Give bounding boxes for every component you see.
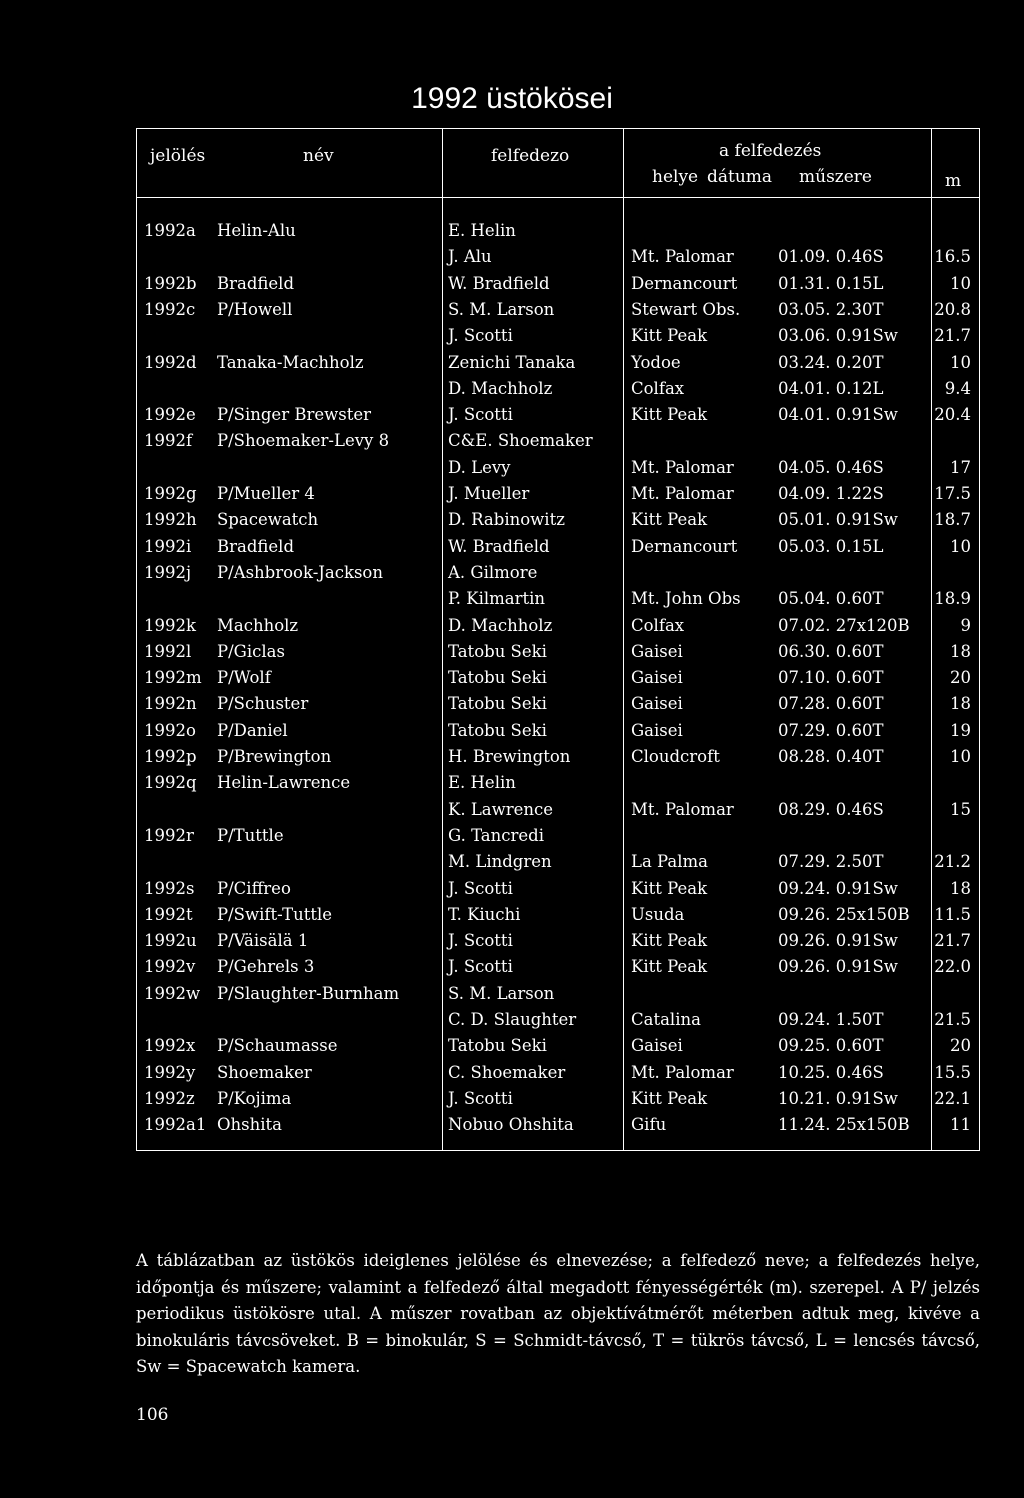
table-row bbox=[137, 668, 979, 694]
row-place: Gaisei bbox=[631, 720, 683, 740]
row-magnitude: 20.8 bbox=[934, 299, 971, 319]
row-magnitude: 17.5 bbox=[934, 484, 971, 503]
table-row bbox=[137, 984, 979, 1010]
row-place: Mt. Palomar bbox=[631, 799, 734, 819]
row-magnitude: 18 bbox=[950, 641, 971, 661]
table-row bbox=[137, 1036, 979, 1062]
row-place: Kitt Peak bbox=[631, 1088, 708, 1108]
table-row bbox=[137, 537, 979, 563]
row-date-instrument: 07.29. 2.50T bbox=[778, 852, 884, 872]
row-designation: 1992e bbox=[144, 405, 196, 425]
row-designation: 1992n bbox=[144, 694, 197, 714]
row-date-instrument: 06.30. 0.60T bbox=[778, 641, 884, 661]
row-discoverer: A. Gilmore bbox=[448, 562, 538, 582]
row-discoverer: Zenichi Tanaka bbox=[448, 352, 576, 372]
row-designation: 1992o bbox=[144, 720, 196, 740]
row-date-instrument: 07.02. 27x120B bbox=[778, 615, 910, 635]
row-discoverer: M. Lindgren bbox=[448, 852, 552, 872]
row-name: P/Brewington bbox=[217, 747, 332, 766]
row-name: P/Ciffreo bbox=[217, 878, 291, 898]
row-date-instrument: 10.25. 0.46S bbox=[778, 1062, 884, 1082]
row-magnitude: 18 bbox=[950, 878, 971, 898]
row-designation: 1992j bbox=[144, 562, 192, 582]
row-name: P/Singer Brewster bbox=[217, 405, 371, 425]
row-magnitude: 15 bbox=[950, 799, 971, 819]
row-designation: 1992y bbox=[144, 1062, 196, 1082]
table-row bbox=[137, 247, 979, 273]
row-magnitude: 20 bbox=[950, 668, 971, 688]
row-discoverer: C. Shoemaker bbox=[448, 1062, 566, 1082]
row-name: P/Daniel bbox=[217, 720, 288, 740]
header-felfedezo: felfedezo bbox=[491, 146, 570, 166]
row-magnitude: 21.2 bbox=[934, 852, 971, 872]
row-name: P/Howell bbox=[217, 299, 293, 319]
row-magnitude: 16.5 bbox=[934, 247, 971, 267]
row-designation: 1992u bbox=[144, 931, 197, 951]
table-row bbox=[137, 852, 979, 878]
row-name: Shoemaker bbox=[217, 1062, 312, 1082]
row-date-instrument: 08.28. 0.40T bbox=[778, 747, 884, 766]
row-designation: 1992h bbox=[144, 510, 197, 530]
row-name: P/Ashbrook-Jackson bbox=[217, 562, 383, 582]
row-designation: 1992g bbox=[144, 484, 197, 503]
row-place: Gaisei bbox=[631, 668, 683, 688]
row-date-instrument: 07.29. 0.60T bbox=[778, 720, 884, 740]
row-designation: 1992f bbox=[144, 431, 193, 451]
row-discoverer: Tatobu Seki bbox=[448, 694, 547, 714]
table-row bbox=[137, 300, 979, 326]
row-designation: 1992k bbox=[144, 615, 196, 635]
table-row bbox=[137, 721, 979, 747]
table-row bbox=[137, 563, 979, 589]
row-name: Helin-Lawrence bbox=[217, 773, 351, 793]
row-designation: 1992t bbox=[144, 904, 193, 924]
row-magnitude: 10 bbox=[950, 747, 971, 766]
row-name: P/Giclas bbox=[217, 641, 285, 661]
row-discoverer: Tatobu Seki bbox=[448, 1036, 547, 1056]
row-name: Helin-Alu bbox=[217, 221, 296, 240]
row-discoverer: W. Bradfield bbox=[448, 273, 550, 293]
row-discoverer: D. Rabinowitz bbox=[448, 510, 565, 530]
table-row bbox=[137, 879, 979, 905]
row-discoverer: D. Machholz bbox=[448, 615, 553, 635]
row-place: Mt. John Obs bbox=[631, 589, 741, 609]
row-place: Gaisei bbox=[631, 641, 683, 661]
row-name: Machholz bbox=[217, 615, 299, 635]
row-designation: 1992v bbox=[144, 957, 196, 977]
row-discoverer: J. Scotti bbox=[448, 878, 513, 898]
row-discoverer: P. Kilmartin bbox=[448, 589, 546, 609]
row-designation: 1992s bbox=[144, 878, 195, 898]
row-magnitude: 10 bbox=[950, 352, 971, 372]
table-row bbox=[137, 1063, 979, 1089]
row-magnitude: 19 bbox=[950, 720, 971, 740]
header-muszere: műszere bbox=[799, 167, 872, 187]
row-magnitude: 21.7 bbox=[934, 326, 971, 346]
row-magnitude: 18.9 bbox=[934, 589, 971, 609]
row-date-instrument: 01.09. 0.46S bbox=[778, 247, 884, 267]
table-row bbox=[137, 484, 979, 510]
row-discoverer: G. Tancredi bbox=[448, 825, 545, 845]
table-row bbox=[137, 957, 979, 983]
row-date-instrument: 05.04. 0.60T bbox=[778, 589, 884, 609]
row-discoverer: J. Scotti bbox=[448, 405, 513, 425]
table-row bbox=[137, 1089, 979, 1115]
row-place: Gaisei bbox=[631, 694, 683, 714]
row-discoverer: Tatobu Seki bbox=[448, 641, 547, 661]
row-magnitude: 21.7 bbox=[934, 931, 971, 951]
row-name: P/Swift-Tuttle bbox=[217, 904, 333, 924]
row-discoverer: E. Helin bbox=[448, 773, 516, 793]
row-date-instrument: 09.26. 25x150B bbox=[778, 904, 910, 924]
row-discoverer: J. Scotti bbox=[448, 1088, 513, 1108]
row-discoverer: C. D. Slaughter bbox=[448, 1010, 577, 1029]
row-magnitude: 22.0 bbox=[934, 957, 971, 977]
row-discoverer: K. Lawrence bbox=[448, 799, 554, 819]
table-row bbox=[137, 274, 979, 300]
row-place: Mt. Palomar bbox=[631, 484, 734, 503]
row-discoverer: Nobuo Ohshita bbox=[448, 1115, 574, 1135]
row-place: Kitt Peak bbox=[631, 510, 708, 530]
table-row bbox=[137, 694, 979, 720]
row-place: Kitt Peak bbox=[631, 405, 708, 425]
row-name: Bradfield bbox=[217, 536, 295, 556]
header-divider bbox=[137, 197, 979, 198]
row-discoverer: E. Helin bbox=[448, 221, 516, 240]
row-name: P/Shoemaker-Levy 8 bbox=[217, 431, 390, 451]
row-discoverer: J. Mueller bbox=[448, 484, 530, 503]
row-place: Colfax bbox=[631, 378, 685, 398]
row-place: Mt. Palomar bbox=[631, 247, 734, 267]
row-discoverer: J. Scotti bbox=[448, 326, 513, 346]
row-name: Ohshita bbox=[217, 1115, 282, 1135]
row-date-instrument: 05.03. 0.15L bbox=[778, 536, 884, 556]
row-magnitude: 11 bbox=[950, 1115, 971, 1135]
row-date-instrument: 01.31. 0.15L bbox=[778, 273, 884, 293]
row-discoverer: Tatobu Seki bbox=[448, 720, 547, 740]
table-row bbox=[137, 326, 979, 352]
row-place: Yodoe bbox=[631, 352, 681, 372]
table-row bbox=[137, 510, 979, 536]
row-magnitude: 18 bbox=[950, 694, 971, 714]
row-place: La Palma bbox=[631, 852, 708, 872]
row-place: Cloudcroft bbox=[631, 747, 720, 766]
row-discoverer: T. Kiuchi bbox=[448, 904, 521, 924]
row-place: Stewart Obs. bbox=[631, 299, 741, 319]
row-discoverer: C&E. Shoemaker bbox=[448, 431, 593, 451]
row-designation: 1992l bbox=[144, 641, 192, 661]
row-date-instrument: 04.01. 0.91Sw bbox=[778, 405, 898, 425]
row-designation: 1992a bbox=[144, 221, 196, 240]
table-row bbox=[137, 431, 979, 457]
row-name: P/Väisälä 1 bbox=[217, 931, 309, 951]
row-place: Usuda bbox=[631, 904, 685, 924]
row-name: P/Kojima bbox=[217, 1088, 292, 1108]
row-place: Gaisei bbox=[631, 1036, 683, 1056]
row-discoverer: H. Brewington bbox=[448, 747, 571, 766]
row-name: Bradfield bbox=[217, 273, 295, 293]
row-magnitude: 20 bbox=[950, 1036, 971, 1056]
row-place: Gifu bbox=[631, 1115, 667, 1135]
table-row bbox=[137, 931, 979, 957]
row-date-instrument: 09.26. 0.91Sw bbox=[778, 957, 898, 977]
header-felfedezes: a felfedezés bbox=[719, 141, 822, 161]
row-place: Mt. Palomar bbox=[631, 457, 734, 477]
row-designation: 1992c bbox=[144, 299, 196, 319]
page-number: 106 bbox=[136, 1405, 169, 1425]
header-datuma: dátuma bbox=[707, 167, 773, 187]
footnote: A táblázatban az üstökös ideiglenes jelölése és elnevezése; a felfedező neve; a felfedezés helye, időpontja és műszere; valamint a felfedező által megadott fényességérték (m). szerepel. A P/ jelzés periodikus üstökösre utal. A műszer rovatban az objektívátmérőt méterben adtuk meg, kivéve a binokuláris távcsöveket. B = binokulár, S = Schmidt-távcső, T = tükrös távcső, L = lencsés távcső, Sw = Spacewatch kamera. bbox=[136, 1251, 980, 1376]
table-row bbox=[137, 773, 979, 799]
row-name: P/Slaughter-Burnham bbox=[217, 983, 400, 1003]
row-place: Kitt Peak bbox=[631, 326, 708, 346]
table-row bbox=[137, 221, 979, 247]
table-row bbox=[137, 458, 979, 484]
row-date-instrument: 04.05. 0.46S bbox=[778, 457, 884, 477]
row-date-instrument: 04.09. 1.22S bbox=[778, 484, 884, 503]
header-m: m bbox=[945, 171, 962, 191]
row-discoverer: J. Scotti bbox=[448, 957, 513, 977]
row-place: Kitt Peak bbox=[631, 878, 708, 898]
row-magnitude: 17 bbox=[950, 457, 971, 477]
row-place: Dernancourt bbox=[631, 273, 738, 293]
row-designation: 1992i bbox=[144, 536, 192, 556]
header-jeloles: jelölés bbox=[150, 146, 206, 166]
row-magnitude: 20.4 bbox=[934, 405, 971, 425]
row-magnitude: 10 bbox=[950, 273, 971, 293]
table-row bbox=[137, 1010, 979, 1036]
row-discoverer: S. M. Larson bbox=[448, 983, 555, 1003]
row-name: Spacewatch bbox=[217, 510, 319, 530]
table-row bbox=[137, 905, 979, 931]
row-date-instrument: 09.24. 1.50T bbox=[778, 1010, 884, 1029]
row-designation: 1992q bbox=[144, 773, 197, 793]
header-nev: név bbox=[303, 146, 334, 166]
table-row bbox=[137, 405, 979, 431]
row-place: Catalina bbox=[631, 1010, 701, 1029]
table-row bbox=[137, 589, 979, 615]
row-magnitude: 9.4 bbox=[944, 378, 971, 398]
row-date-instrument: 03.06. 0.91Sw bbox=[778, 326, 898, 346]
table-row bbox=[137, 642, 979, 668]
row-discoverer: D. Machholz bbox=[448, 378, 553, 398]
table-row bbox=[137, 616, 979, 642]
row-date-instrument: 07.10. 0.60T bbox=[778, 668, 884, 688]
row-name: P/Wolf bbox=[217, 668, 271, 688]
row-name: Tanaka-Machholz bbox=[217, 352, 364, 372]
row-name: P/Schaumasse bbox=[217, 1036, 338, 1056]
row-discoverer: J. Alu bbox=[448, 247, 492, 267]
row-discoverer: Tatobu Seki bbox=[448, 668, 547, 688]
row-magnitude: 22.1 bbox=[934, 1088, 971, 1108]
row-place: Kitt Peak bbox=[631, 931, 708, 951]
row-discoverer: W. Bradfield bbox=[448, 536, 550, 556]
row-date-instrument: 09.26. 0.91Sw bbox=[778, 931, 898, 951]
table-row bbox=[137, 826, 979, 852]
row-designation: 1992p bbox=[144, 747, 197, 766]
row-date-instrument: 08.29. 0.46S bbox=[778, 799, 884, 819]
row-magnitude: 9 bbox=[960, 615, 971, 635]
table-row bbox=[137, 800, 979, 826]
row-name: P/Schuster bbox=[217, 694, 309, 714]
row-date-instrument: 09.25. 0.60T bbox=[778, 1036, 884, 1056]
row-designation: 1992d bbox=[144, 352, 197, 372]
row-designation: 1992b bbox=[144, 273, 197, 293]
row-magnitude: 10 bbox=[950, 536, 971, 556]
row-designation: 1992a1 bbox=[144, 1115, 207, 1135]
table-row bbox=[137, 747, 979, 773]
row-magnitude: 15.5 bbox=[934, 1062, 971, 1082]
row-designation: 1992z bbox=[144, 1088, 195, 1108]
row-magnitude: 18.7 bbox=[934, 510, 971, 530]
row-designation: 1992m bbox=[144, 668, 202, 688]
row-name: P/Tuttle bbox=[217, 825, 284, 845]
table-row bbox=[137, 1115, 979, 1141]
row-place: Dernancourt bbox=[631, 536, 738, 556]
row-date-instrument: 04.01. 0.12L bbox=[778, 378, 884, 398]
row-date-instrument: 05.01. 0.91Sw bbox=[778, 510, 898, 530]
row-date-instrument: 03.24. 0.20T bbox=[778, 352, 884, 372]
row-date-instrument: 07.28. 0.60T bbox=[778, 694, 884, 714]
row-discoverer: J. Scotti bbox=[448, 931, 513, 951]
row-name: P/Mueller 4 bbox=[217, 484, 315, 503]
row-date-instrument: 09.24. 0.91Sw bbox=[778, 878, 898, 898]
row-place: Kitt Peak bbox=[631, 957, 708, 977]
comet-table bbox=[136, 128, 980, 1151]
header-helye: helye bbox=[652, 167, 699, 187]
row-date-instrument: 03.05. 2.30T bbox=[778, 299, 884, 319]
row-name: P/Gehrels 3 bbox=[217, 957, 315, 977]
row-date-instrument: 11.24. 25x150B bbox=[778, 1115, 910, 1135]
row-place: Mt. Palomar bbox=[631, 1062, 734, 1082]
row-magnitude: 11.5 bbox=[934, 904, 971, 924]
table-row bbox=[137, 379, 979, 405]
page-title: 1992 üstökösei bbox=[411, 82, 613, 115]
row-date-instrument: 10.21. 0.91Sw bbox=[778, 1088, 898, 1108]
row-discoverer: D. Levy bbox=[448, 457, 511, 477]
row-magnitude: 21.5 bbox=[934, 1010, 971, 1029]
row-discoverer: S. M. Larson bbox=[448, 299, 555, 319]
row-place: Colfax bbox=[631, 615, 685, 635]
row-designation: 1992x bbox=[144, 1036, 196, 1056]
row-designation: 1992r bbox=[144, 825, 194, 845]
table-row bbox=[137, 353, 979, 379]
row-designation: 1992w bbox=[144, 983, 201, 1003]
